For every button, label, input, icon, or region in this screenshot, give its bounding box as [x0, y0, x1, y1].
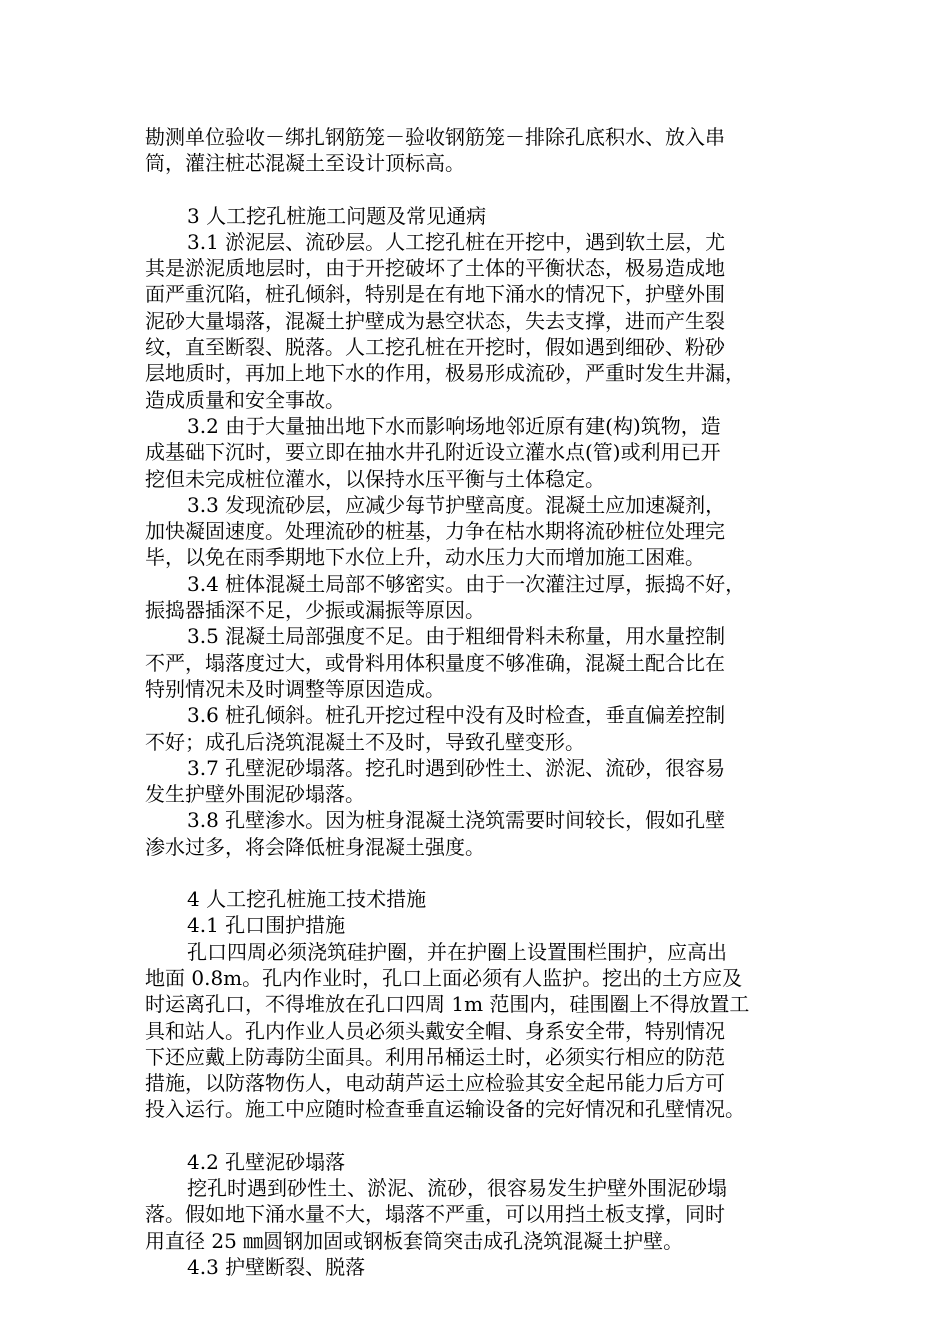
text-line: 用直径 25 ㎜圆钢加固或钢板套筒突击成孔浇筑混凝土护壁。 [145, 1228, 684, 1253]
text-line: 挖但未完成桩位灌水，以保持水压平衡与土体稳定。 [145, 466, 605, 491]
paragraph-h42 [145, 1149, 810, 1175]
text-line: 勘测单位验收－绑扎钢筋笼－验收钢筋笼－排除孔底积水、放入串 [145, 125, 725, 149]
text-line: 3.4 桩体混凝土局部不够密实。由于一次灌注过厚，振捣不好， [187, 571, 746, 596]
paragraph-p42 [145, 1175, 810, 1254]
text-line: 造成质量和安全事故。 [145, 387, 345, 412]
text-line: 4.1 孔口围护措施 [187, 913, 346, 938]
paragraph-p0 [145, 124, 810, 177]
paragraph-p38 [145, 807, 810, 860]
paragraph-h43 [145, 1254, 810, 1280]
text-line: 振捣器插深不足，少振或漏振等原因。 [145, 598, 485, 623]
text-line: 毕，以免在雨季期地下水位上升，动水压力大而增加施工困难。 [145, 545, 705, 570]
paragraph-p31 [145, 229, 810, 413]
text-line: 其是淤泥质地层时，由于开挖破坏了土体的平衡状态，极易造成地 [145, 256, 725, 281]
text-line: 成基础下沉时，要立即在抽水井孔附近设立灌水点(管)或利用已开 [145, 440, 721, 465]
text-line: 落。假如地下涌水量不大，塌落不严重，可以用挡土板支撑，同时 [145, 1202, 725, 1227]
text-line: 3.3 发现流砂层，应减少每节护壁高度。混凝土应加速凝剂， [187, 492, 726, 517]
text-line: 4 人工挖孔桩施工技术措施 [187, 887, 427, 912]
text-line: 3.2 由于大量抽出地下水而影响场地邻近原有建(构)筑物，造 [187, 413, 721, 438]
paragraph-p41 [145, 939, 810, 1123]
text-line: 不好；成孔后浇筑混凝土不及时，导致孔壁变形。 [145, 729, 585, 754]
text-line: 地面 0.8m。孔内作业时，孔口上面必须有人监护。挖出的土方应及 [145, 965, 743, 990]
text-line: 特别情况未及时调整等原因造成。 [145, 676, 445, 701]
text-line: 4.3 护壁断裂、脱落 [187, 1254, 366, 1279]
text-line: 3 人工挖孔桩施工问题及常见通病 [187, 203, 487, 228]
paragraph-p37 [145, 755, 810, 808]
paragraph-gap [145, 177, 810, 203]
text-line: 3.6 桩孔倾斜。桩孔开挖过程中没有及时检查，垂直偏差控制 [187, 703, 726, 728]
text-line: 不严，塌落度过大，或骨料用体积量度不够准确，混凝土配合比在 [145, 650, 725, 675]
paragraph-h4 [145, 886, 810, 912]
text-line: 挖孔时遇到砂性土、淤泥、流砂，很容易发生护壁外围泥砂塌 [187, 1175, 727, 1200]
text-line: 4.2 孔壁泥砂塌落 [187, 1149, 346, 1174]
paragraph-p34 [145, 571, 810, 624]
document-body [145, 124, 810, 1280]
text-line: 3.1 淤泥层、流砂层。人工挖孔桩在开挖中，遇到软土层，尤 [187, 229, 726, 254]
text-line: 渗水过多，将会降低桩身混凝土强度。 [145, 834, 485, 859]
text-line: 层地质时，再加上地下水的作用，极易形成流砂，严重时发生井漏， [145, 361, 745, 386]
text-line: 措施，以防落物伤人，电动葫芦运土应检验其安全起吊能力后方可 [145, 1071, 725, 1096]
paragraph-gap [145, 1123, 810, 1149]
paragraph-h41 [145, 912, 810, 938]
text-line: 面严重沉陷，桩孔倾斜，特别是在有地下涌水的情况下，护壁外围 [145, 282, 725, 307]
text-line: 筒，灌注桩芯混凝土至设计顶标高。 [145, 151, 465, 176]
paragraph-gap [145, 860, 810, 886]
text-line: 纹，直至断裂、脱落。人工挖孔桩在开挖时，假如遇到细砂、粉砂 [145, 335, 725, 360]
text-line: 发生护壁外围泥砂塌落。 [145, 782, 365, 807]
text-line: 3.7 孔壁泥砂塌落。挖孔时遇到砂性土、淤泥、流砂，很容易 [187, 755, 726, 780]
paragraph-p33 [145, 492, 810, 571]
text-line: 下还应戴上防毒防尘面具。利用吊桶运土时，必须实行相应的防范 [145, 1044, 725, 1069]
paragraph-h3 [145, 203, 810, 229]
paragraph-p32 [145, 413, 810, 492]
paragraph-p35 [145, 623, 810, 702]
text-line: 孔口四周必须浇筑硅护圈，并在护圈上设置围栏围护，应高出 [187, 939, 727, 964]
text-line: 时运离孔口，不得堆放在孔口四周 1m 范围内，硅围圈上不得放置工 [145, 992, 750, 1017]
text-line: 具和站人。孔内作业人员必须头戴安全帽、身系安全带，特别情况 [145, 1018, 725, 1043]
paragraph-p36 [145, 702, 810, 755]
text-line: 3.5 混凝土局部强度不足。由于粗细骨料未称量，用水量控制 [187, 624, 726, 649]
text-line: 加快凝固速度。处理流砂的桩基，力争在枯水期将流砂桩位处理完 [145, 519, 725, 544]
text-line: 投入运行。施工中应随时检查垂直运输设备的完好情况和孔壁情况。 [145, 1097, 745, 1122]
text-line: 3.8 孔壁渗水。因为桩身混凝土浇筑需要时间较长，假如孔壁 [187, 808, 726, 833]
text-line: 泥砂大量塌落，混凝土护壁成为悬空状态，失去支撑，进而产生裂 [145, 308, 725, 333]
